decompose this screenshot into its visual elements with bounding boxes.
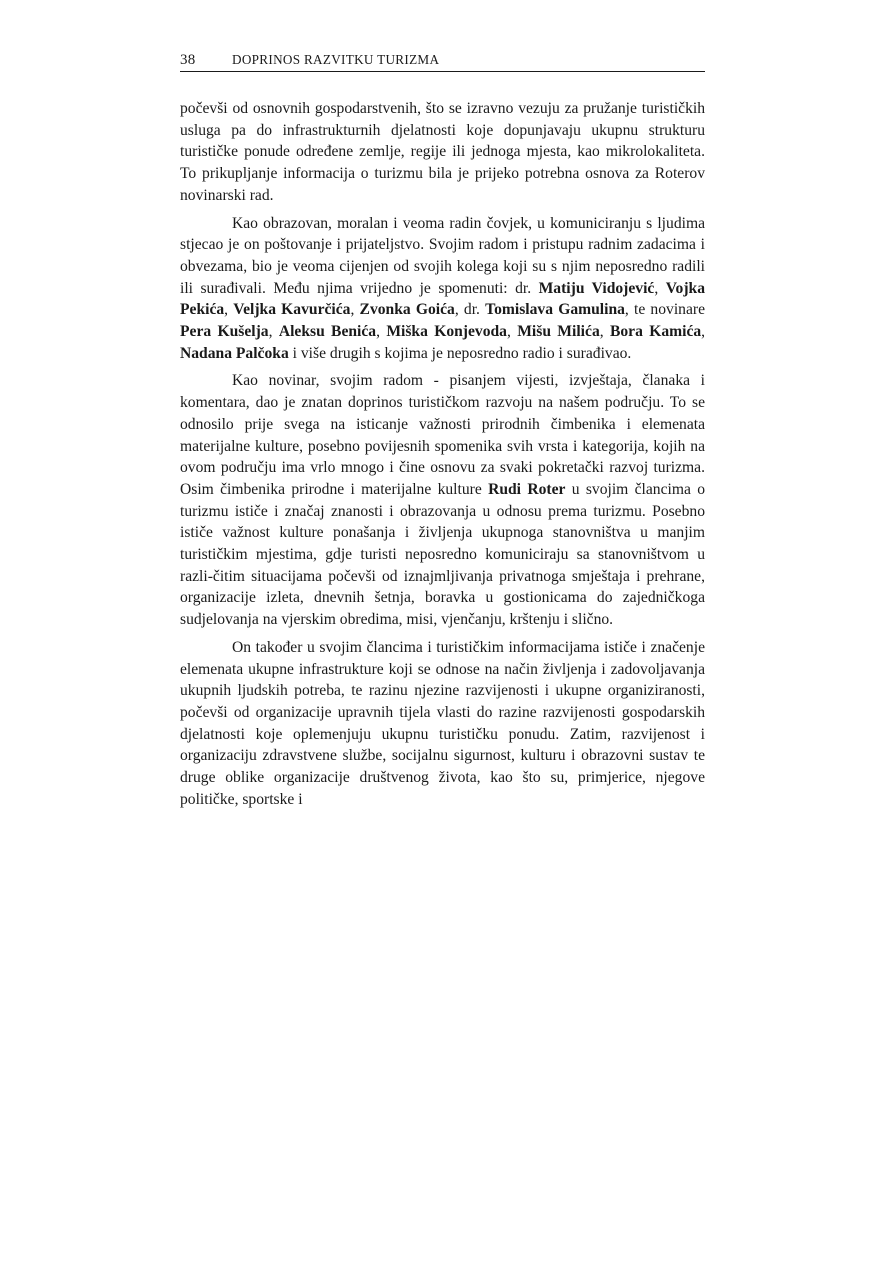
person-name: Matiju Vidojević — [538, 279, 655, 297]
person-name: Miška Konjevoda — [386, 323, 507, 341]
text-run: , — [599, 323, 610, 341]
running-head — [180, 52, 705, 72]
person-name: Aleksu Benića — [278, 323, 377, 341]
person-name: Bora Kamića — [609, 323, 702, 341]
text-run: , — [701, 323, 706, 341]
text-run: Kao obrazovan, moralan i veoma radin čovjek, u komuniciranju s ljudima stjecao je on poštovanje i prijateljstvo. Svojim radom i pristupu radnim zadacima i obvezama, bio je veoma cijenjen od svojih kolega koji su s njim neposredno radili ili surađivali. Među njima vrijedno je spomenuti: dr. — [180, 214, 705, 297]
book-page — [180, 52, 705, 811]
person-name: Zvonka Goića — [359, 301, 455, 319]
text-run: Kao novinar, svojim radom - pisanjem vijesti, izvještaja, članaka i komentara, dao je znatan doprinos turističkom razvoju na našem području. To se odnosilo prije svega na isticanje važnosti prirodnih čimbenika i elemenata materijalne kulture, posebno povijesnih spomenika svih vrsta i kategorija, kojih na ovom području ima vrlo mnogo i čine osnovu za svaki pokretački razvoj turizma. Osim čimbenika prirodne i materijalne kulture — [180, 372, 705, 498]
text-run: u svojim člancima o turizmu ističe i značaj znanosti i obrazovanja u odnosu prema turizmu. Posebno ističe važnost kulture ponašanja i življenja ukupnoga stanovništva u manjim turističkim mjestima, gdje turisti neposredno komuniciraju sa stanovništvom u razli-čitim situacijama počevši od iznajmljivanja privatnoga smještaja i prehrane, organizacije izleta, dnevnih šetnja, boravka u gostionicama do zajedničkoga sudjelovanja na vjerskim obredima, misi, vjenčanju, krštenju i slično. — [180, 480, 706, 629]
text-run: , — [224, 301, 234, 319]
person-name: Rudi Roter — [488, 480, 566, 498]
page-number: 38 — [180, 52, 196, 68]
text-run: , — [350, 301, 360, 319]
person-name: Nadana Palčoka — [180, 344, 289, 362]
paragraph-2 — [180, 213, 705, 365]
running-title: DOPRINOS RAZVITKU TURIZMA — [232, 52, 440, 67]
person-name: Vojka Pekića — [180, 279, 706, 319]
text-run: i više drugih s kojima je neposredno radio i surađivao. — [288, 344, 632, 362]
text-run: , — [268, 323, 279, 341]
text-run: , te novinare — [624, 301, 705, 319]
body-text — [180, 98, 705, 811]
paragraph-3 — [180, 370, 705, 630]
text-run: , — [654, 279, 666, 297]
text-run: , dr. — [454, 301, 486, 319]
person-name: Pera Kušelja — [180, 323, 269, 341]
person-name: Mišu Milića — [517, 323, 600, 341]
paragraph-4: On također u svojim člancima i turističkim informacijama ističe i značenje elemenata ukupne infrastrukture koji se odnose na način življenja i zadovoljavanja ukupnih ljudskih potreba, te razinu njezine razvijenosti i ukupne organiziranosti, počevši od organizacije upravnih tijela vlasti do razine razvijenosti gospodarskih djelatnosti koje oplemenjuju ukupnu turističku ponudu. Zatim, razvijenost i organizaciju zdravstvene službe, socijalnu sigurnost, kulturu i obrazovni sustav te druge oblike organizacije društvenog života, kao što su, primjerice, njegove političke, sportske i — [180, 638, 705, 808]
text-run: , — [506, 323, 518, 341]
text-run: , — [376, 323, 387, 341]
person-name: Veljka Kavurčića — [233, 301, 351, 319]
person-name: Tomislava Gamulina — [485, 301, 625, 319]
paragraph-1: počevši od osnovnih gospodarstvenih, što se izravno vezuju za pružanje turističkih usluga pa do infrastrukturnih djelatnosti koje dopunjavaju ukupnu strukturu turističke ponude određene zemlje, regije ili jednoga mjesta, kao mikrolokaliteta. To prikupljanje informacija o turizmu bila je prijeko potrebna osnova za Roterov novinarski rad. — [180, 100, 705, 204]
